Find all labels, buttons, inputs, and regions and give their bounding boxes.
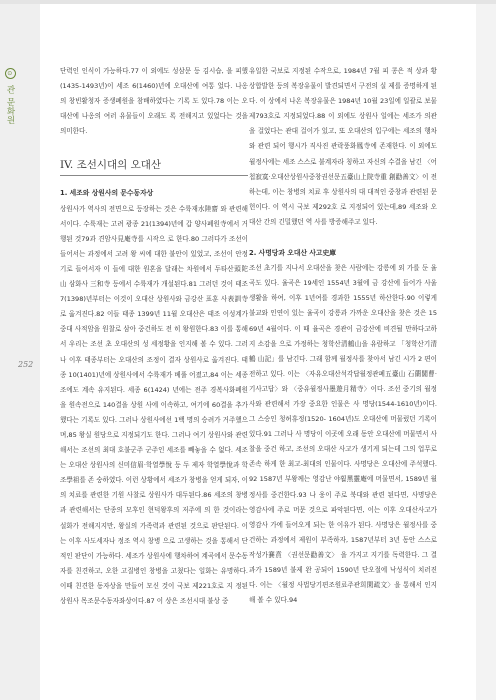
body-paragraph: 조선 초기를 지나서 오대산을 찾은 사람에는 강릉에 외 가를 둔 율곡도 있다. 율곡은 19세인 1554년 3월에 금 강산에 들어가 사울생활을 하여, 이후 1년여를 경과한 1555년 하산한다.90 이렇게 불교와 인연이 있는 율곡이 강릉과 가까운 오대산을 찾은 것은 1569년 4월이다. 이 때 율곡은 경관이 금강산에 비견될 만하다고하지 소감을 으로 가정하는 청학산清鶴山을 유람하고 「청학산기清鶴 山記」를 남긴다. 그래 함께 월정사를 찾아서 남긴 시가 2 편이 전하고 있다. 이는 〈자유오대산석각답월정관폐五臺山 石蘭閣曹·기사고답〉와 〈중유월정사墨遊月精寺〉이다. 조선 중기의 월정사와 관련해서 가장 중요한 인물은 사 명당(1544-1610년)이다. 그 스승인 청허휴정(1520- 1604년)도 오대산에 머물렀던 기록이 있다.91 그러나 사 명당이 이곳에 오래 동안 오대산에 머물면서 사찰을 중건 하고, 조선의 오대산 사고가 생기게 되는데 그의 업무로 존속 하게 한 최고-최대의 인물이다. 사명당은 오대산에 주석했다.92 1587년 부왕께는 영감난 야훨黑靈庵에 머물면서, 1589년 월정사를 중건한다.93 나 웅이 주로 북대와 관련 된다면, 사명당은 영감사에 주로 머문 것으로 파악된다면, 이는 이후 오대산사고가 영감사 가에 들어오게 되는 한 이유가 된다. 사명당은 월정사를 중건하는 과정에서 제원이 부족하자, 1587년부터 3년 동안 스스로 작성가賽賁 〈권선문勸善文〉 을 가지고 지기를 독력한다. 그 결과가 1589년 불제 완 공되어 1590년 단오절에 낙성식이 치러진다. 이는 〈월정 사법당기편조원료주관희閑疏文〉을 통해서 인지해 볼 수 있다.94 — [249, 264, 437, 605]
continuation-paragraph: 유일한 국보로 지정된 수작으로, 1984년 7월 피 콩은 적 상과 황상합발한 등의 복장유물이 발견되면서 구전의 실 제를 증명하게 된다. 이 상에서 나온 복장유물은 1984년 10월 23일에 일괄로 보물 제793호로 지정되었다.88 이 외에도 상원사 일에는 세조가 의관을 걸었다는 관대 걸이가 있고, 또 오대산의 입구에는 세조의 행차와 관련 되어 행시가 직사진 관락풍화鳳寺에 존재한다. 이 외에도 월정사에는 세조 스스로 불계자라 칭하고 자신의 수결을 남긴 〈어첩寂寞·오대산상원사중창권선문五臺山上院寺重 創勸善文〉이 전하는데, 이는 창병의 치료 후 상원사의 대 대적인 중창과 관련된 문헌이다. 이 역시 국보 제292호 로 지정되어 있는데,89 세조와 오대산 간의 긴밀했던 역 사를 방증해주고 있다. — [249, 67, 437, 226]
body-paragraph: 상원사가 역사의 전면으로 등장하는 것은 수륙재水陸齋 와 관련해서이다. 수륙재는 고려 광종 21(1394)년에 갑 양사폐원寺에서 거행된 것79과 견암사見庵寺를 시작으 로 한다.80 그러다가 조선이 들어서는 과정에서 고려 왕 씨에 대한 불안이 있었고, 조선이 안정기로 들어서자 이 들에 대한 원혼을 달래는 차원에서 두타산頭陀山 삼화사 三和寺 등에서 수륙재가 개설된다.81 그러던 것이 태조 7(1398)년부터는 이것이 오대산 상원사와 금강산 표훈 사表訓寺로 옮겨진다.82 이들 태종 1399년 11월 오대산은 태조 이성계가 중대 사적암을 원찰로 삼아 중건하도 전 히 왕원한다.83 이를 통해서 우리는 조선 초 오대산의 성 세정황을 인지해 볼 수 있다. 그러나 이후 태종부터는 오대산의 조정이 결자 상원사로 옮겨진다. 태종 10(1401)년에 상원사에서 수륙재가 베풀 어졌고,84 이는 세종조에도 계속 유지된다. 세종 6(1424) 년에는 전주 경복사화폐원을 원속전으로 140결을 상원 사에 이속하고, 여기에 60결을 추가했다는 기록도 있다. 그러나 상원사에선 1백 명의 승려가 거주했으며,85 왕실 원당으로 지정되기도 한다. 그러나 여기 상원사와 관련해서는 조선의 최대 호불군주 군주인 세조를 빼놓을 수 없다. 세조는 오대산 상원사의 신미信眉·학열學悅 등 두 제자 학열學悅과 학조學祖를 존 숭하였다. 이런 상황에서 세조가 창병을 얻게 되자, 이의 치료를 관련한 기원 사찰로 상원사가 대두된다.86 세조의 창병과 관련해서는 단종의 모후인 현덕왕후의 저주에 의 한 것이라는 설화가 전해지지만, 왕실의 가족력과 관련된 것으로 판단된다. 이는 이후 사도세자나 정조 역시 창병 으로 고생하는 것을 통해서 단적인 판단이 가능하다. 세조가 상원사에 행차하여 계곡에서 문수동자를 친견하고, 오한 고질병인 창병을 고쳤다는 일화는 유명하다. 이때 친견한 동자상을 만들어 모신 것이 국보 제221호로 지 정된 상원사 목조문수동자좌상이다.87 이 상은 조선시대 불상 중 — [60, 204, 248, 605]
subsection-title: 1. 세조와 상원사의 문수동자상 — [60, 189, 154, 198]
section-title: IV. 조선시대의 오대산 — [60, 157, 248, 176]
right-margin-bar — [476, 4, 496, 700]
page-number: 252 — [18, 360, 34, 369]
chapter-symbol-icon: ⊙ — [5, 68, 16, 79]
subsection-title: 2. 사명당과 오대산 사고史庫 — [249, 249, 337, 258]
intro-paragraph: 단력인 인식이 가능하다.77 이 외에도 성삼문 등 김시습, 을 피했(1435-1493년)이 세조 6(1460)년에 오대산에 여통 었다. 나옹의 창빈활청자 증생폐원을 참배하였다는 기록 도 있다.78 이는 오대산에 나옹의 여러 유물들이 오래도 록 전해지고 있었다는 것을 의미한다. — [60, 67, 248, 136]
chapter-label-text: 관 문화원 — [5, 85, 15, 125]
chapter-label — [4, 68, 16, 124]
right-column — [249, 64, 437, 608]
top-strip — [0, 0, 496, 4]
left-margin-sidebar — [0, 4, 40, 700]
left-column — [60, 64, 248, 609]
